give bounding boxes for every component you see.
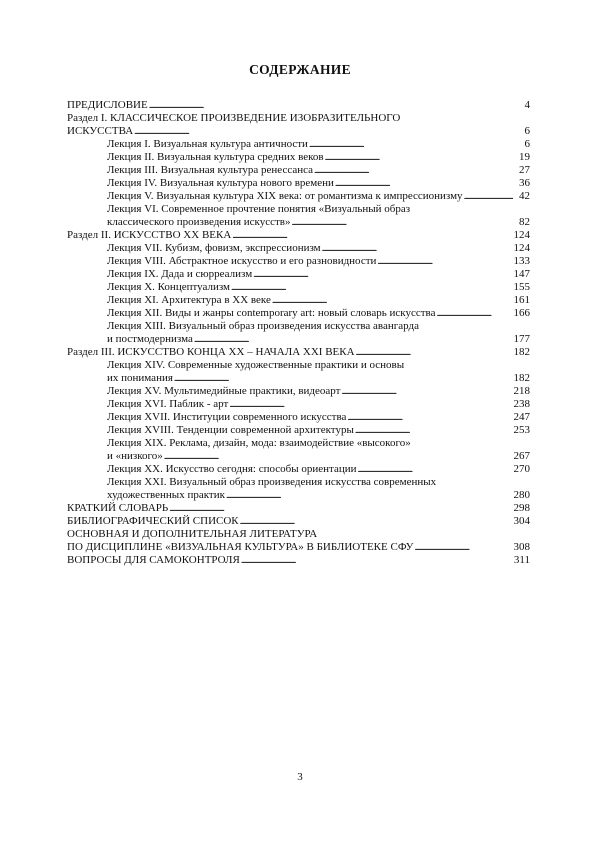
table-of-contents xyxy=(67,99,530,567)
toc-entry-title: художественных практик xyxy=(107,489,225,501)
toc-entry xyxy=(67,242,530,255)
toc-entry-line: Лекция XIV. Современные художественные практики и основы xyxy=(107,359,405,371)
toc-entry-row xyxy=(67,216,530,229)
toc-entry-row xyxy=(67,502,530,515)
toc-entry-title: Лекция V. Визуальная культура XIX века: от романтизма к импрессионизму xyxy=(107,190,463,202)
dot-leader xyxy=(272,294,513,307)
toc-entry-row xyxy=(67,99,530,112)
toc-entry xyxy=(67,528,530,554)
toc-entry-row xyxy=(67,554,530,567)
toc-entry-page: 218 xyxy=(513,385,530,397)
toc-entry-row xyxy=(67,424,530,437)
toc-entry-line: Лекция XXI. Визуальный образ произведения искусства современных xyxy=(107,476,437,488)
toc-entry-line: Лекция XIX. Реклама, дизайн, мода: взаимодействие «высокого» xyxy=(107,437,411,449)
toc-entry-title: классического произведения искусств» xyxy=(107,216,291,228)
toc-entry-title: и «низкого» xyxy=(107,450,163,462)
toc-entry-title: Лекция X. Концептуализм xyxy=(107,281,230,293)
toc-entry-page: 6 xyxy=(524,125,530,137)
toc-entry xyxy=(67,255,530,268)
toc-entry-row xyxy=(67,294,530,307)
page-number: 3 xyxy=(297,771,303,783)
toc-entry-page: 247 xyxy=(513,411,530,423)
toc-entry xyxy=(67,320,530,346)
toc-entry xyxy=(67,359,530,385)
toc-entry-row xyxy=(67,385,530,398)
toc-entry-row xyxy=(67,151,530,164)
dot-leader xyxy=(322,242,513,255)
toc-entry-page: 27 xyxy=(519,164,530,176)
toc-entry-title: Лекция VIII. Абстрактное искусство и его разновидности xyxy=(107,255,377,267)
toc-entry-page: 166 xyxy=(513,307,530,319)
toc-entry-row xyxy=(67,346,530,359)
toc-entry-row xyxy=(67,333,530,346)
toc-entry-page: 182 xyxy=(513,372,530,384)
dot-leader xyxy=(194,333,513,346)
toc-entry xyxy=(67,164,530,177)
toc-entry-page: 4 xyxy=(524,99,530,111)
toc-entry-page: 308 xyxy=(513,541,530,553)
toc-entry-row xyxy=(67,190,530,203)
toc-entry xyxy=(67,151,530,164)
toc-entry-row xyxy=(67,450,530,463)
toc-entry-title: КРАТКИЙ СЛОВАРЬ xyxy=(67,502,169,514)
toc-entry-title: ПРЕДИСЛОВИЕ xyxy=(67,99,148,111)
toc-entry-page: 36 xyxy=(519,177,530,189)
toc-entry-row xyxy=(67,125,530,138)
toc-entry-page: 280 xyxy=(513,489,530,501)
toc-entry-title: Лекция XX. Искусство сегодня: способы ориентации xyxy=(107,463,357,475)
toc-entry xyxy=(67,502,530,515)
dot-leader xyxy=(325,151,513,164)
toc-entry-row xyxy=(67,255,530,268)
toc-entry-page: 177 xyxy=(513,333,530,345)
dot-leader xyxy=(464,190,513,203)
dot-leader xyxy=(149,99,513,112)
dot-leader xyxy=(377,255,512,268)
dot-leader xyxy=(309,138,513,151)
toc-entry xyxy=(67,281,530,294)
dot-leader xyxy=(341,385,512,398)
toc-entry xyxy=(67,463,530,476)
toc-entry-title: Раздел III. ИСКУССТВО КОНЦА XX – НАЧАЛА XXI ВЕКА xyxy=(67,346,355,358)
page-title: СОДЕРЖАНИЕ xyxy=(249,62,351,77)
toc-entry-line: Лекция VI. Современное прочтение понятия «Визуальный образ xyxy=(107,203,411,215)
dot-leader xyxy=(164,450,513,463)
toc-entry-page: 311 xyxy=(513,554,530,566)
toc-entry xyxy=(67,554,530,567)
toc-entry xyxy=(67,268,530,281)
dot-leader xyxy=(226,489,513,502)
toc-entry-row xyxy=(67,463,530,476)
toc-entry-page: 238 xyxy=(513,398,530,410)
toc-entry-title: Лекция III. Визуальная культура ренессанса xyxy=(107,164,314,176)
toc-entry-title: Раздел II. ИСКУССТВО XX ВЕКА xyxy=(67,229,232,241)
toc-entry xyxy=(67,190,530,203)
dot-leader xyxy=(358,463,513,476)
toc-entry-page: 270 xyxy=(513,463,530,475)
toc-entry xyxy=(67,203,530,229)
dot-leader xyxy=(232,229,512,242)
toc-entry-page: 298 xyxy=(513,502,530,514)
toc-entry xyxy=(67,294,530,307)
dot-leader xyxy=(174,372,513,385)
toc-entry xyxy=(67,138,530,151)
toc-entry-line: Раздел I. КЛАССИЧЕСКОЕ ПРОИЗВЕДЕНИЕ ИЗОБРАЗИТЕЛЬНОГО xyxy=(67,112,401,124)
toc-entry-row xyxy=(67,515,530,528)
dot-leader xyxy=(134,125,513,138)
toc-entry-title: ВОПРОСЫ ДЛЯ САМОКОНТРОЛЯ xyxy=(67,554,240,566)
toc-entry xyxy=(67,398,530,411)
toc-entry-row xyxy=(67,268,530,281)
toc-entry-page: 253 xyxy=(513,424,530,436)
toc-entry-title: Лекция XI. Архитектура в XX веке xyxy=(107,294,271,306)
toc-entry-row xyxy=(67,411,530,424)
toc-entry-page: 82 xyxy=(519,216,530,228)
toc-entry-line: ОСНОВНАЯ И ДОПОЛНИТЕЛЬНАЯ ЛИТЕРАТУРА xyxy=(67,528,318,540)
dot-leader xyxy=(347,411,512,424)
dot-leader xyxy=(169,502,512,515)
toc-entry xyxy=(67,411,530,424)
dot-leader xyxy=(253,268,512,281)
toc-entry-row xyxy=(67,177,530,190)
toc-entry-row xyxy=(67,229,530,242)
toc-entry xyxy=(67,112,530,138)
toc-entry xyxy=(67,346,530,359)
dot-leader xyxy=(291,216,513,229)
toc-entry-row xyxy=(67,398,530,411)
toc-entry-page: 124 xyxy=(513,242,530,254)
toc-entry-page: 124 xyxy=(513,229,530,241)
dot-leader xyxy=(240,515,513,528)
toc-entry xyxy=(67,476,530,502)
toc-entry-line: Лекция XIII. Визуальный образ произведения искусства авангарда xyxy=(107,320,419,332)
toc-entry-title: ИСКУССТВА xyxy=(67,125,134,137)
dot-leader xyxy=(355,424,513,437)
toc-entry xyxy=(67,99,530,112)
toc-entry xyxy=(67,515,530,528)
toc-entry xyxy=(67,307,530,320)
toc-entry-title: Лекция VII. Кубизм, фовизм, экспрессионизм xyxy=(107,242,321,254)
toc-entry-row xyxy=(67,307,530,320)
toc-entry-page: 6 xyxy=(524,138,530,150)
toc-entry-title: Лекция II. Визуальная культура средних веков xyxy=(107,151,324,163)
toc-entry-row xyxy=(67,242,530,255)
toc-entry-page: 133 xyxy=(513,255,530,267)
toc-entry-row xyxy=(67,372,530,385)
toc-entry-title: Лекция IV. Визуальная культура нового времени xyxy=(107,177,334,189)
toc-entry-page: 267 xyxy=(513,450,530,462)
toc-entry-row xyxy=(67,164,530,177)
toc-entry-title: Лекция I. Визуальная культура античности xyxy=(107,138,308,150)
toc-entry-page: 19 xyxy=(519,151,530,163)
toc-entry-row xyxy=(67,541,530,554)
toc-entry-page: 42 xyxy=(519,190,530,202)
toc-entry-title: их понимания xyxy=(107,372,173,384)
toc-entry-row xyxy=(67,281,530,294)
dot-leader xyxy=(314,164,513,177)
dot-leader xyxy=(231,281,513,294)
toc-entry-title: Лекция XII. Виды и жанры contemporary art: новый словарь искусства xyxy=(107,307,436,319)
dot-leader xyxy=(436,307,512,320)
toc-entry-title: БИБЛИОГРАФИЧЕСКИЙ СПИСОК xyxy=(67,515,239,527)
toc-entry-title: Лекция XVI. Паблик - арт xyxy=(107,398,229,410)
toc-entry-page: 182 xyxy=(513,346,530,358)
toc-entry xyxy=(67,437,530,463)
toc-entry xyxy=(67,177,530,190)
toc-entry-page: 147 xyxy=(513,268,530,280)
dot-leader xyxy=(241,554,513,567)
dot-leader xyxy=(229,398,512,411)
toc-entry xyxy=(67,385,530,398)
toc-entry-title: Лекция XVIII. Тенденции современной архитектуры xyxy=(107,424,354,436)
dot-leader xyxy=(335,177,513,190)
toc-entry-title: Лекция XV. Мультимедийные практики, видеоарт xyxy=(107,385,341,397)
toc-entry xyxy=(67,424,530,437)
toc-entry-page: 304 xyxy=(513,515,530,527)
toc-entry-title: Лекция XVII. Институции современного искусства xyxy=(107,411,347,423)
toc-entry-row xyxy=(67,138,530,151)
toc-entry-page: 155 xyxy=(513,281,530,293)
toc-entry xyxy=(67,229,530,242)
toc-entry-row xyxy=(67,489,530,502)
toc-entry-title: и постмодернизма xyxy=(107,333,193,345)
toc-entry-page: 161 xyxy=(513,294,530,306)
toc-entry-title: ПО ДИСЦИПЛИНЕ «ВИЗУАЛЬНАЯ КУЛЬТУРА» В БИБЛИОТЕКЕ СФУ xyxy=(67,541,414,553)
dot-leader xyxy=(356,346,513,359)
toc-entry-title: Лекция IX. Дада и сюрреализм xyxy=(107,268,253,280)
dot-leader xyxy=(414,541,512,554)
